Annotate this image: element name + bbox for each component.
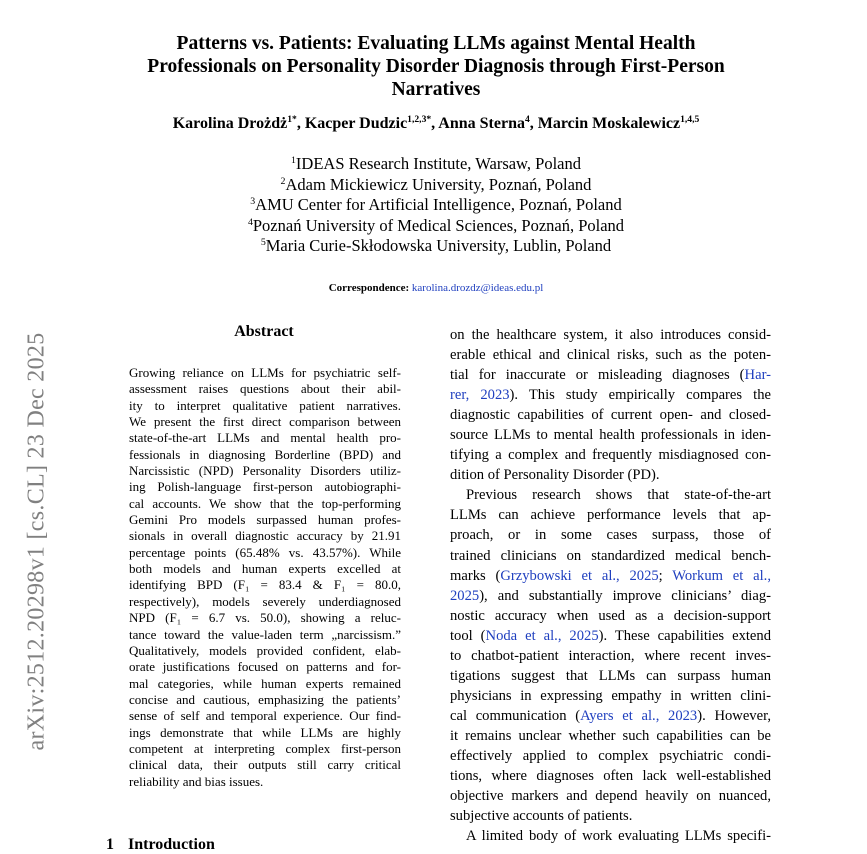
abstract-line: both models and human experts excelled at [129,561,401,577]
body-line: dition of Personality Disorder (PD). [450,467,660,484]
section-heading [106,836,229,854]
citation-link[interactable]: 2025 [450,587,480,604]
abstract-line: identifying BPD (F₁ = 83.4 & F₁ = 80.0, [129,577,401,593]
abstract-body [129,365,401,790]
body-line: on the healthcare system, it also introduces consid- [450,327,771,343]
arxiv-identifier: arXiv:2512.20298v1 [cs.CL] 23 Dec 2025 [23,332,50,751]
body-line: nostic accuracy when used as a decision-support [450,607,771,624]
title-line: Professionals on Personality Disorder Diagnosis through First-Person [147,56,725,77]
body-line: diagnostic capabilities of current open- and closed- [450,407,771,424]
right-column [450,325,771,846]
citation-link[interactable]: Workum et al., [672,567,771,584]
affiliation: $^5$Maria Curie-Skłodowska University, Lublin, Poland [260,236,612,256]
body-line: tigations suggest that LLMs can surpass human [450,667,771,684]
body-line: tial for inaccurate or misleading diagnoses (Har- [450,367,771,384]
abstract-line: ity to interpret qualitative patient narratives. [129,397,401,413]
abstract-line: ings demonstrate that while LLMs are highly [129,724,401,740]
citation-link[interactable]: Har- [744,367,771,384]
author: Marcin Moskalewicz$^{1,4,5}$ [537,114,700,132]
body-line: physicians in expressing empathy in written clini- [450,687,771,704]
abstract-line: assessment raises questions about their abil- [129,381,401,397]
author: Karolina Drożdż$^{1*}$, [172,114,305,132]
body-line: effectively applied to complex psychiatric condi- [450,747,771,764]
citation-link[interactable]: Ayers et al., 2023 [580,707,698,724]
title-line: Patterns vs. Patients: Evaluating LLMs against Mental Health [176,33,696,54]
citation-link[interactable]: Grzybowski et al., 2025 [500,567,659,584]
correspondence-label: Correspondence: [328,282,410,294]
body-line: Previous research shows that state-of-the-art [466,487,771,504]
body-line: trained clinicians on standardized medical bench- [450,547,771,564]
correspondence [90,281,782,295]
body-line: source LLMs to mental health professionals in iden- [450,427,771,444]
affiliation-list [90,154,782,257]
author: Kacper Dudzic$^{1,2,3*}$, [304,114,439,132]
abstract-line: mal categories, while human experts remained [129,675,401,691]
abstract-line: ing Polish-language first-person autobiographi- [129,479,401,495]
abstract-line: percentage points (65.48% vs. 43.57%). While [129,544,401,560]
abstract-line: orate justifications focused on patterns and for- [129,659,401,675]
abstract-line: Gemini Pro models surpassed human profes- [129,512,401,528]
body-line: to chatbot-patient interaction, where recent inves- [450,647,771,664]
body-line: A limited body of work evaluating LLMs specifi- [466,828,771,845]
abstract-line: tance toward the value-laden term „narcissism.” [129,626,401,642]
body-line: erable ethical and clinical risks, such as the poten- [450,347,771,364]
body-line: it remains unclear whether such capabilities can be [450,727,771,744]
body-line: subjective accounts of patients. [450,808,633,825]
title-line: Narratives [391,79,481,100]
paper-title [90,32,782,101]
abstract-heading: Abstract [234,323,294,340]
abstract-line: respectively), models severely underdiagnosed [129,593,401,609]
affiliation: $^3$AMU Center for Artificial Intelligence, Poznań, Poland [250,195,622,215]
abstract-line: sense of self and temporal experience. Our find- [129,708,401,724]
body-line: cal communication (Ayers et al., 2023). However, [450,707,771,724]
affiliation: $^2$Adam Mickiewicz University, Poznań, Poland [280,174,592,194]
section-number: 1 [106,836,114,853]
abstract-line: Qualitatively, models provided confident, elab- [129,642,401,658]
affiliation: $^4$Poznań University of Medical Sciences, Poznań, Poland [247,215,625,235]
abstract-line: clinical data, their outputs still carry critical [129,757,401,773]
body-line: objective markers and depend heavily on nuanced, [450,788,771,805]
abstract-line: sionals in overall diagnostic accuracy by 21.91 [129,528,401,544]
abstract-line: state-of-the-art LLMs and mental health pro- [129,430,401,446]
abstract-line: NPD (F₁ = 6.7 vs. 50.0), showing a reluc- [129,610,401,626]
body-line: LLMs can achieve performance levels that ap- [450,507,771,524]
body-line: tions, where diagnoses often lack well-established [450,768,771,785]
abstract-line: cal accounts. We show that the top-performing [129,495,401,511]
abstract-line: concise and cautious, emphasizing the patients’ [129,691,401,707]
abstract-line: fessionals in diagnosing Borderline (BPD) and [129,446,401,462]
author: Anna Sterna$^4$, [438,114,538,132]
affiliation: $^1$IDEAS Research Institute, Warsaw, Poland [290,154,581,173]
abstract-line: Growing reliance on LLMs for psychiatric self- [129,365,401,380]
body-line: tool (Noda et al., 2025). These capabilities extend [450,627,771,644]
abstract-line: reliability and bias issues. [129,773,264,789]
citation-link[interactable]: Noda et al., 2025 [485,627,599,644]
body-line: marks (Grzybowski et al., 2025; Workum et al., [450,567,771,584]
abstract-line: We present the first direct comparison between [129,414,401,430]
body-line: 2025), and substantially improve clinicians’ diag- [450,587,771,604]
abstract-line: Narcissistic (NPD) Personality Disorders utiliz- [129,463,401,479]
body-line: proach, or in some cases surpass, those of [450,527,771,544]
section-title: Introduction [128,836,215,853]
correspondence-email-link[interactable]: karolina.drozdz@ideas.edu.pl [411,282,544,294]
body-line: tifying a complex and frequently misdiagnosed con- [450,447,771,464]
abstract-line: competent at interpreting complex first-person [129,740,401,756]
body-line: rer, 2023). This study empirically compares the [450,387,771,404]
citation-link[interactable]: rer, 2023 [450,387,510,404]
author-list [90,114,782,134]
